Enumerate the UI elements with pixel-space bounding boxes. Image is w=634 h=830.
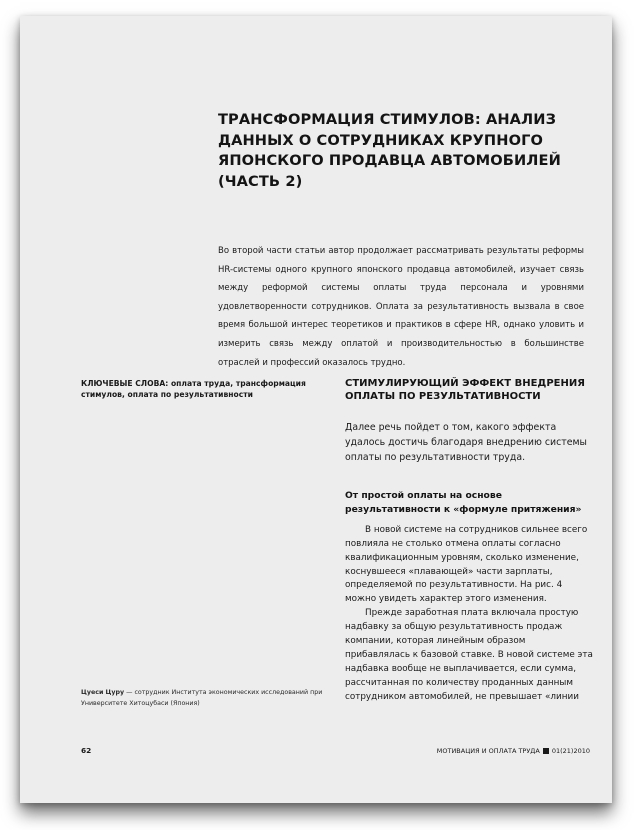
author-bio: — сотрудник Института экономических исследований при Университете Хитоцубаси (Япония) bbox=[81, 689, 323, 707]
issue-number: 01(21)2010 bbox=[551, 747, 590, 755]
keywords-text: оплата труда, трансформация стимулов, оплата по результативности bbox=[81, 379, 306, 399]
section-intro: Далее речь пойдет о том, какого эффекта удалось достичь благодаря внедрению системы оплаты по результативности труда. bbox=[345, 421, 587, 464]
article-title: ТРАНСФОРМАЦИЯ СТИМУЛОВ: АНАЛИЗ ДАННЫХ О СОТРУДНИКАХ КРУПНОГО ЯПОНСКОГО ПРОДАВЦА АВТОМОБИЛЕЙ (ЧАСТЬ 2) bbox=[218, 111, 561, 190]
page-number: 62 bbox=[81, 746, 92, 755]
body-paragraph: Прежде заработная плата включала простую надбавку за общую результативность продаж компании, которая линейным образом прибавлялась к базовой ставке. В новой системе эта надбавка вообще не выплачивается, если сумма, рассчитанная по количеству проданных данным сотрудником автомобилей, не превышает «линии bbox=[345, 608, 593, 702]
keywords-label: КЛЮЧЕВЫЕ СЛОВА: bbox=[81, 379, 169, 388]
black-square-icon bbox=[543, 748, 549, 754]
keywords bbox=[81, 378, 331, 400]
author-note bbox=[81, 687, 343, 709]
journal-name: МОТИВАЦИЯ И ОПЛАТА ТРУДА bbox=[436, 747, 540, 755]
author-name: Цуеси Цуру bbox=[81, 689, 125, 696]
running-footer bbox=[437, 747, 590, 755]
body-paragraph: В новой системе на сотрудников сильнее всего повлияла не столько отмена оплаты согласно квалификационным уровням, сколько изменение, коснувшееся «плавающей» части зарплаты, определяемой по результативности. На рис. 4 можно увидеть характер этого изменения. bbox=[345, 524, 588, 605]
document-page bbox=[20, 16, 612, 803]
section-heading: СТИМУЛИРУЮЩИЙ ЭФФЕКТ ВНЕДРЕНИЯ ОПЛАТЫ ПО РЕЗУЛЬТАТИВНОСТИ bbox=[345, 378, 585, 403]
body-column bbox=[345, 377, 593, 705]
article-abstract: Во второй части статьи автор продолжает рассматривать результаты реформы HR-системы одного крупного японского продавца автомобилей, изучает связь между реформой системы оплаты труда персонала и уровнями удовлетворенности сотрудников. Оплата за результативность вызвала в свое время большой интерес теоретиков и практиков в сфере HR, однако уловить и измерить связь между оплатой и производительностью в большинстве отраслей и профессий оказалось трудно. bbox=[218, 246, 584, 368]
subsection-heading: От простой оплаты на основе результативности к «формуле притяжения» bbox=[345, 490, 582, 515]
